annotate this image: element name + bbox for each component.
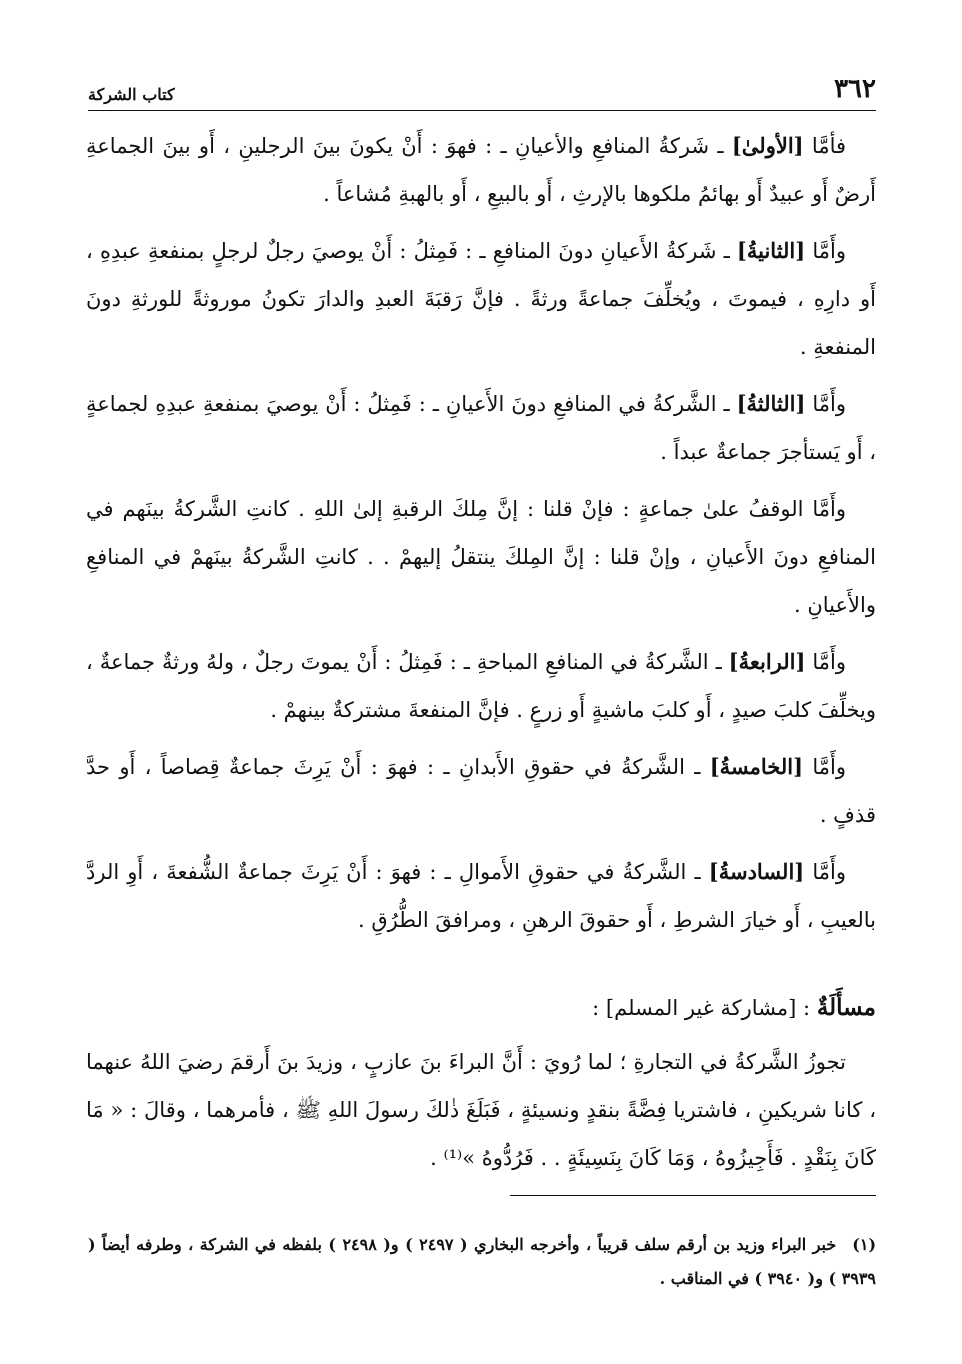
paragraph-waqf: وأَمَّا الوقفُ علىٰ جماعةٍ : فإنْ قلنا : إنَّ مِلكَ الرقبةِ إلىٰ اللهِ . كانتِ الشَّركةُ بينَهم في المنافعِ دونَ الأَعيانِ ، وإنْ قلنا : إنَّ المِلكَ ينتقلُ إليهمْ . . كانتِ الشَّركةُ بينَهمْ في المنافعِ والأَعيانِ . bbox=[86, 497, 876, 617]
paragraph-second: وأَمَّا [الثانيةُ] ـ شَركةُ الأَعيانِ دونَ المنافعِ ـ : فَمِثلُ : أَنْ يوصيَ رجلٌ لرجلٍ بمنفعةِ عبدِهِ ، أَو دارِهِ ، فيموتَ ، ويُخلِّفَ جماعةً ورثةً . فإنَّ رَقبَةَ العبدِ والدارَ تكونُ موروثةً للورثةِ دونَ المنفعةِ . bbox=[86, 238, 876, 359]
paragraph-first: فأمَّا [الأولىٰ] ـ شَركةُ المنافعِ والأعيانِ ـ : فهوَ : أَنْ يكونَ بينَ الرجلينِ ، أَو بينَ الجماعةِ أَرضٌ أَو عبيدٌ أَو بهائمُ ملكوها بالإرثِ ، أَو بالبيعِ ، أَو بالهبةِ مُشاعاً . bbox=[86, 133, 876, 206]
paragraph-third: وأَمَّا [الثالثةُ] ـ الشَّركةُ في المنافعِ دونَ الأَعيانِ ـ : فَمِثلُ : أَنْ يوصيَ بمنفعةِ عبدِهِ لجماعةٍ ، أَو يَستأجرَ جماعةٌ عبداً . bbox=[86, 391, 876, 464]
running-title: كتاب الشركة bbox=[88, 85, 175, 104]
footnote-marker: (١) bbox=[852, 1235, 877, 1254]
section-label: [الثالثةُ] bbox=[736, 391, 806, 416]
page-header bbox=[88, 70, 876, 104]
section-label: [الأولىٰ] bbox=[731, 133, 804, 158]
section-label: [الرابعةُ] bbox=[728, 649, 806, 674]
main-text bbox=[86, 122, 876, 1191]
section-label: [الثانيةُ] bbox=[736, 238, 806, 263]
section-label: [الخامسةُ] bbox=[709, 754, 804, 779]
footnote-text: خبر البراء وزيد بن أرقم سلف قريباً ، وأخرجه البخاري ( ٢٤٩٧ ) و( ٢٤٩٨ ) بلفظه في الشركة ، وطرفه أيضاً ( ٣٩٣٩ ) و( ٣٩٤٠ ) في المناقب . bbox=[88, 1235, 876, 1288]
footnote-rule bbox=[510, 1195, 876, 1196]
paragraph-fourth: وأَمَّا [الرابعةُ] ـ الشَّركةُ في المنافعِ المباحةِ ـ : فَمِثلُ : أَنْ يموتَ رجلٌ ، ولهُ ورثةٌ جماعةٌ ، ويخلِّفَ كلبَ صيدٍ ، أَو كلبَ ماشيةٍ أَو زرعٍ . فإنَّ المنفعةَ مشتركةٌ بينهمْ . bbox=[86, 649, 876, 722]
section-label: [السادسةُ] bbox=[708, 859, 805, 884]
paragraph-fifth: وأَمَّا [الخامسةُ] ـ الشَّركةُ في حقوقِ الأَبدانِ ـ : فهوَ : أَنْ يَرِثَ جماعةٌ قِصاصاً ، أَو حدَّ قذفٍ . bbox=[86, 754, 876, 827]
masala-heading bbox=[86, 984, 876, 1032]
footnote bbox=[88, 1228, 876, 1296]
header-rule bbox=[88, 110, 876, 111]
masala-title: مسأَلَةٌ bbox=[816, 994, 876, 1021]
page-number: ٣٦٢ bbox=[834, 74, 876, 104]
masala-subtitle: : [مشاركة غير المسلم] : bbox=[592, 996, 817, 1020]
paragraph-masala: تجوزُ الشَّركةُ في التجارةِ ؛ لما رُويَ : أَنَّ البراءَ بنَ عازبٍ ، وزيدَ بنَ أَرقمَ رضيَ اللهُ عنهما ، كانا شريكينِ ، فاشتريا فِضَّةً بنقدٍ ونسيئةٍ ، فَبَلَغَ ذٰلكَ رسولَ اللهِ ﷺ ، فأمرهما ، وقالَ : « مَا كَانَ بِنَقْدٍ . فَأَجِيزُوهُ ، وَمَا كَانَ بِنَسِيئَةٍ . . فَرُدُّوهُ »⁽¹⁾ . bbox=[86, 1050, 876, 1170]
paragraph-sixth: وأَمَّا [السادسةُ] ـ الشَّركةُ في حقوقِ الأَموالِ ـ : فهوَ : أَنْ يَرِثَ جماعةٌ الشُّفعةَ ، أَوِ الردَّ بالعيبِ ، أَو خيارَ الشرطِ ، أَو حقوقَ الرهنِ ، ومرافقَ الطُّرُقِ . bbox=[86, 859, 876, 932]
